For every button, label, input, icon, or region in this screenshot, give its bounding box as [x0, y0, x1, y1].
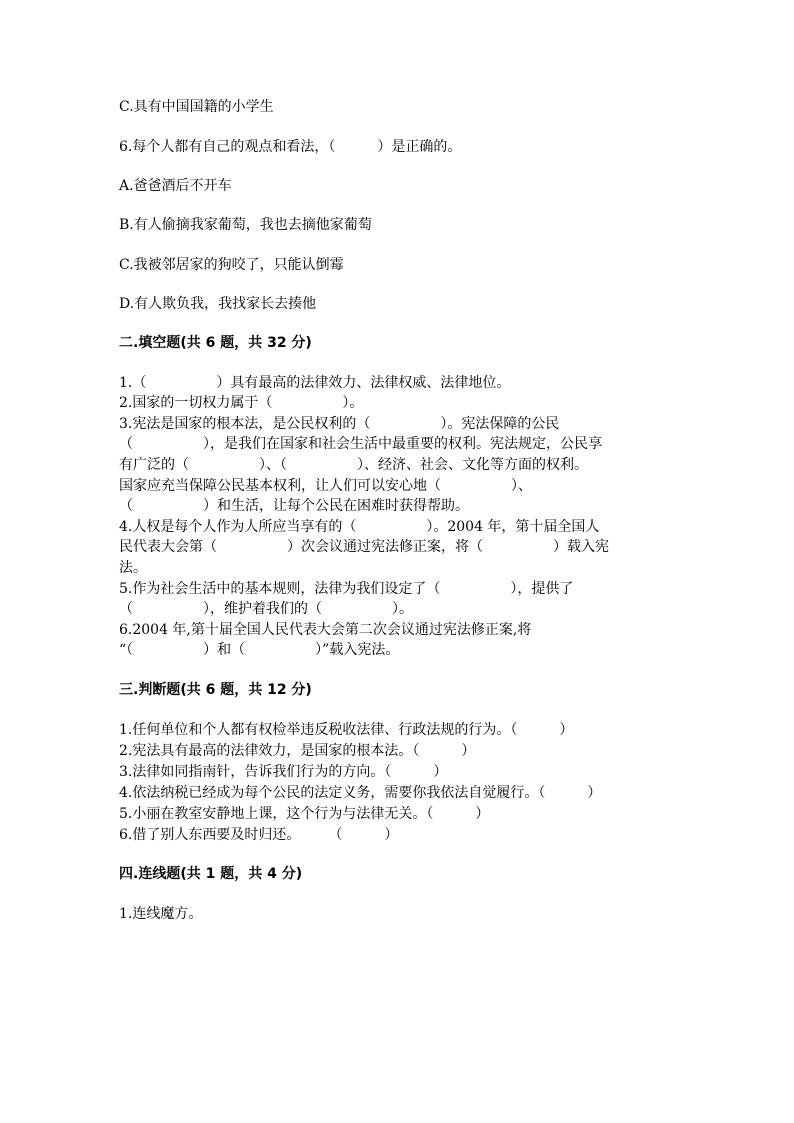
- judge-line: 6.借了别人东西要及时归还。 （ ）: [119, 827, 399, 843]
- judge-line: 3.法律如同指南针，告诉我们行为的方向。（ ）: [119, 764, 448, 780]
- fill-line: 2.国家的一切权力属于（ ）。: [119, 395, 364, 411]
- q6-stem: 6.每个人都有自己的观点和看法，（ ）是正确的。: [119, 139, 462, 155]
- fill-line: 有广泛的（ ）、（ ）、经济、社会、文化等方面的权利。: [119, 457, 588, 473]
- q6-option-c: C.我被邻居家的狗咬了，只能认倒霉: [119, 257, 344, 273]
- q5-option-c: C.具有中国国籍的小学生: [119, 99, 274, 115]
- judge-line: 5.小丽在教室安静地上课，这个行为与法律无关。（ ）: [119, 806, 490, 822]
- fill-line: 5.作为社会生活中的基本规则，法律为我们设定了（ ），提供了: [119, 581, 574, 597]
- q6-option-b: B.有人偷摘我家葡萄，我也去摘他家葡萄: [119, 217, 372, 233]
- fill-line: “（ ）和（ ）”载入宪法。: [119, 642, 400, 658]
- fill-line: （ ）和生活，让每个公民在困难时获得帮助。: [119, 498, 469, 514]
- fill-line: （ ），维护着我们的（ ）。: [119, 601, 413, 617]
- section2-heading: 二.填空题(共 6 题，共 32 分): [119, 335, 312, 351]
- section3-heading: 三.判断题(共 6 题，共 12 分): [119, 682, 312, 698]
- q6-option-d: D.有人欺负我，我找家长去揍他: [119, 296, 317, 312]
- q6-option-a: A.爸爸酒后不开车: [119, 178, 232, 194]
- fill-line: （ ），是我们在国家和社会生活中最重要的权利。宪法规定，公民享: [119, 436, 602, 452]
- judge-line: 2.宪法具有最高的法律效力，是国家的根本法。（ ）: [119, 743, 476, 759]
- fill-line: 民代表大会第（ ）次会议通过宪法修正案，将（ ）载入宪: [119, 539, 609, 555]
- fill-line: 1.（ ）具有最高的法律效力、法律权威、法律地位。: [119, 375, 511, 391]
- fill-line: 6.2004 年,第十届全国人民代表大会第二次会议通过宪法修正案,将: [119, 622, 532, 638]
- fill-line: 国家应充当保障公民基本权利，让人们可以安心地（ ）、: [119, 478, 532, 494]
- judge-line: 1.任何单位和个人都有权检举违反税收法律、行政法规的行为。（ ）: [119, 722, 574, 738]
- judge-line: 4.依法纳税已经成为每个公民的法定义务，需要你我依法自觉履行。（ ）: [119, 785, 602, 801]
- section4-heading: 四.连线题(共 1 题，共 4 分): [119, 866, 303, 882]
- match-line: 1.连线魔方。: [119, 906, 203, 922]
- fill-line: 4.人权是每个人作为人所应当享有的（ ）。2004 年，第十届全国人: [119, 519, 600, 535]
- fill-line: 法。: [119, 560, 147, 576]
- fill-line: 3.宪法是国家的根本法，是公民权利的（ ）。宪法保障的公民: [119, 416, 560, 432]
